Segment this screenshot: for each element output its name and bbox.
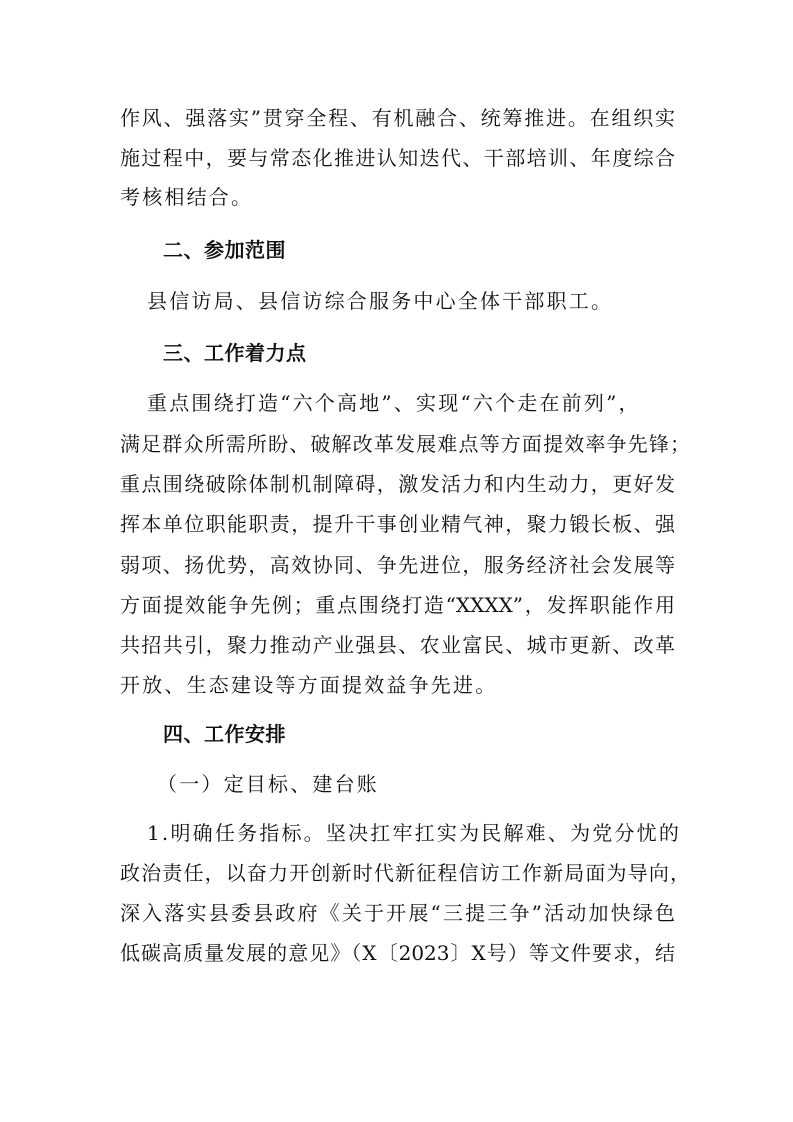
paragraph-line: 重点围绕打造“六个高地”、实现“六个走在前列”，	[147, 391, 641, 415]
paragraph-line: 县信访局、县信访综合服务中心全体干部职工。	[147, 289, 614, 313]
paragraph-line: 施过程中，要与常态化推进认知迭代、干部培训、年度综合	[120, 146, 675, 170]
paragraph-line: 重点围绕破除体制机制障碍，激发活力和内生动力，更好发	[120, 472, 675, 496]
section-heading: 三、工作着力点	[163, 341, 307, 365]
subsection-heading: （一）定目标、建台账	[157, 772, 379, 796]
paragraph-line: 深入落实县委县政府《关于开展“三提三争”活动加快绿色	[120, 901, 675, 925]
paragraph-line: 挥本单位职能职责，提升干事创业精气神，聚力锻长板、强	[120, 512, 675, 536]
paragraph-line: 满足群众所需所盼、破解改革发展难点等方面提效率争先锋；	[120, 432, 690, 456]
paragraph-line: 低碳高质量发展的意见》（X〔2023〕X号）等文件要求，结	[120, 941, 675, 965]
paragraph-line: 1.明确任务指标。坚决扛牢扛实为民解难、为党分忧的	[147, 821, 682, 845]
paragraph-line: 共招共引，聚力推动产业强县、农业富民、城市更新、改革	[120, 633, 675, 657]
paragraph-line: 政治责任，以奋力开创新时代新征程信访工作新局面为导向，	[120, 861, 690, 885]
paragraph-line: 作风、强落实”贯穿全程、有机融合、统筹推进。在组织实	[120, 106, 675, 130]
section-heading: 四、工作安排	[163, 722, 286, 746]
paragraph-line: 方面提效能争先例；重点围绕打造“XXXX”，发挥职能作用	[120, 593, 675, 617]
section-heading: 二、参加范围	[163, 238, 286, 262]
paragraph-line: 开放、生态建设等方面提效益争先进。	[120, 673, 498, 697]
paragraph-line: 弱项、扬优势，高效协同、争先进位，服务经济社会发展等	[120, 553, 675, 577]
paragraph-line: 考核相结合。	[120, 185, 254, 209]
